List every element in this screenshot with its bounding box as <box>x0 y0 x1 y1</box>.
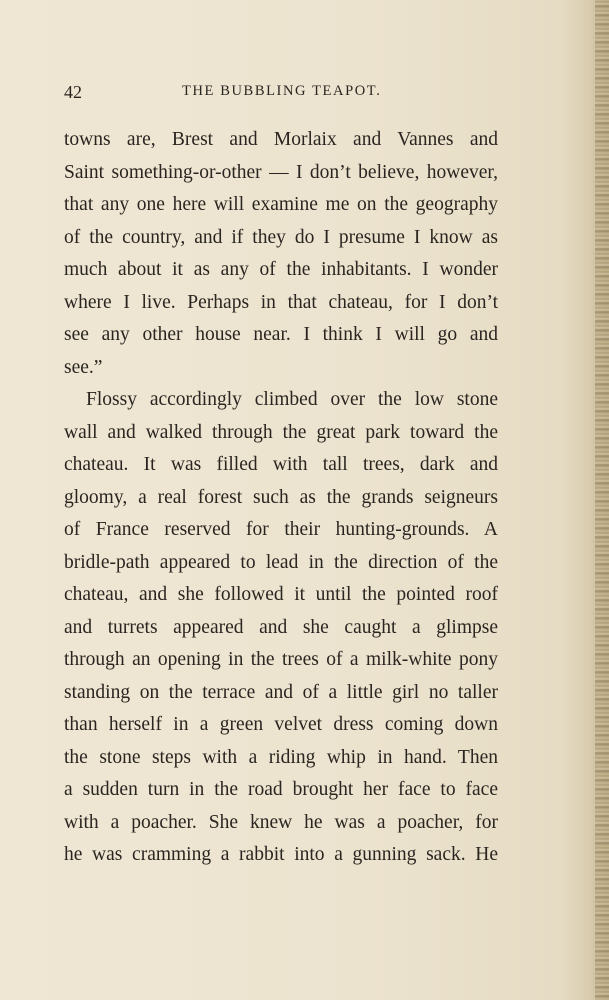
text-line: a sudden turn in the road brought her face to face <box>64 779 498 800</box>
text-line: Flossy accordingly climbed over the low stone <box>86 389 498 410</box>
text-line: chateau, and she followed it until the pointed roof <box>64 584 498 605</box>
text-line: gloomy, a real forest such as the grands seigneurs <box>64 486 498 508</box>
text-line: chateau. It was filled with tall trees, dark and <box>64 454 498 475</box>
body-text <box>64 124 498 872</box>
text-line: that any one here will examine me on the geography <box>64 194 498 215</box>
page-edge <box>595 0 609 1000</box>
text-line: of France reserved for their hunting-grounds. A <box>64 519 498 540</box>
text-line: the stone steps with a riding whip in hand. Then <box>64 746 498 768</box>
text-line: he was cramming a rabbit into a gunning sack. He <box>64 844 498 865</box>
text-line: Saint something-or-other — I don’t believe, however, <box>64 161 498 183</box>
text-line: of the country, and if they do I presume I know as <box>64 226 498 248</box>
running-title: THE BUBBLING TEAPOT. <box>182 83 382 99</box>
text-line: much about it as any of the inhabitants. I wonder <box>64 259 498 280</box>
text-line: and turrets appeared and she caught a glimpse <box>64 616 498 638</box>
text-line: towns are, Brest and Morlaix and Vannes and <box>64 129 498 150</box>
page-number: 42 <box>64 82 82 102</box>
text-line: wall and walked through the great park toward the <box>64 421 498 443</box>
text-line: where I live. Perhaps in that chateau, for I don’t <box>64 291 498 313</box>
text-line: see any other house near. I think I will go and <box>64 324 498 345</box>
text-line: bridle-path appeared to lead in the direction of the <box>64 551 498 573</box>
page-header <box>64 82 498 104</box>
text-line: standing on the terrace and of a little girl no taller <box>64 681 498 703</box>
text-line: with a poacher. She knew he was a poacher, for <box>64 811 498 833</box>
text-line: through an opening in the trees of a milk-white pony <box>64 649 498 670</box>
text-line: than herself in a green velvet dress coming down <box>64 714 498 735</box>
text-line: see.” <box>64 356 103 378</box>
